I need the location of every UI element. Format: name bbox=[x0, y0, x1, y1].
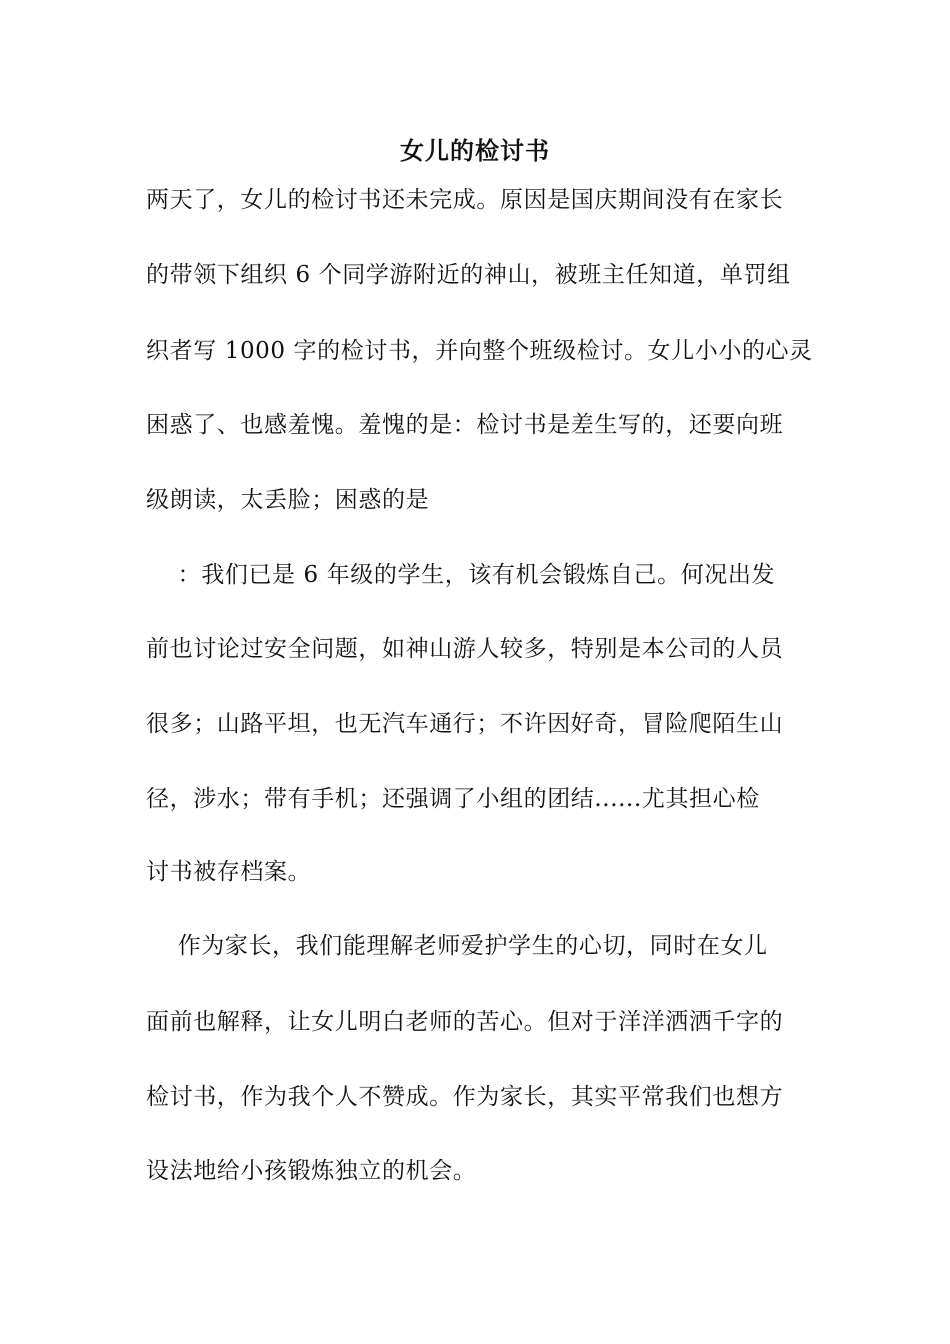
paragraph-line: 两天了，女儿的检讨书还未完成。原因是国庆期间没有在家长 bbox=[146, 187, 784, 213]
paragraph-line: 织者写 1000 字的检讨书，并向整个班级检讨。女儿小小的心灵 bbox=[146, 338, 813, 364]
paragraph-line: 的带领下组织 6 个同学游附近的神山，被班主任知道，单罚组 bbox=[146, 262, 791, 288]
paragraph-line: 讨书被存档案。 bbox=[146, 859, 312, 885]
document-title: 女儿的检讨书 bbox=[400, 136, 550, 165]
paragraph-line: 设法地给小孩锻炼独立的机会。 bbox=[146, 1158, 477, 1184]
paragraph-line: 很多；山路平坦，也无汽车通行；不许因好奇，冒险爬陌生山 bbox=[146, 711, 784, 737]
paragraph-line: 作为家长，我们能理解老师爱护学生的心切，同时在女儿 bbox=[146, 933, 768, 959]
paragraph-line: 检讨书，作为我个人不赞成。作为家长，其实平常我们也想方 bbox=[146, 1084, 784, 1110]
paragraph-line: 径，涉水；带有手机；还强调了小组的团结......尤其担心检 bbox=[146, 786, 760, 812]
paragraph-line: 级朗读，太丢脸；困惑的是 bbox=[146, 487, 430, 513]
paragraph-line: ：我们已是 6 年级的学生，该有机会锻炼自己。何况出发 bbox=[146, 562, 776, 588]
paragraph-line: 前也讨论过安全问题，如神山游人较多，特别是本公司的人员 bbox=[146, 636, 784, 662]
paragraph-line: 困惑了、也感羞愧。羞愧的是：检讨书是差生写的，还要向班 bbox=[146, 412, 784, 438]
paragraph-line: 面前也解释，让女儿明白老师的苦心。但对于洋洋洒洒千字的 bbox=[146, 1009, 784, 1035]
